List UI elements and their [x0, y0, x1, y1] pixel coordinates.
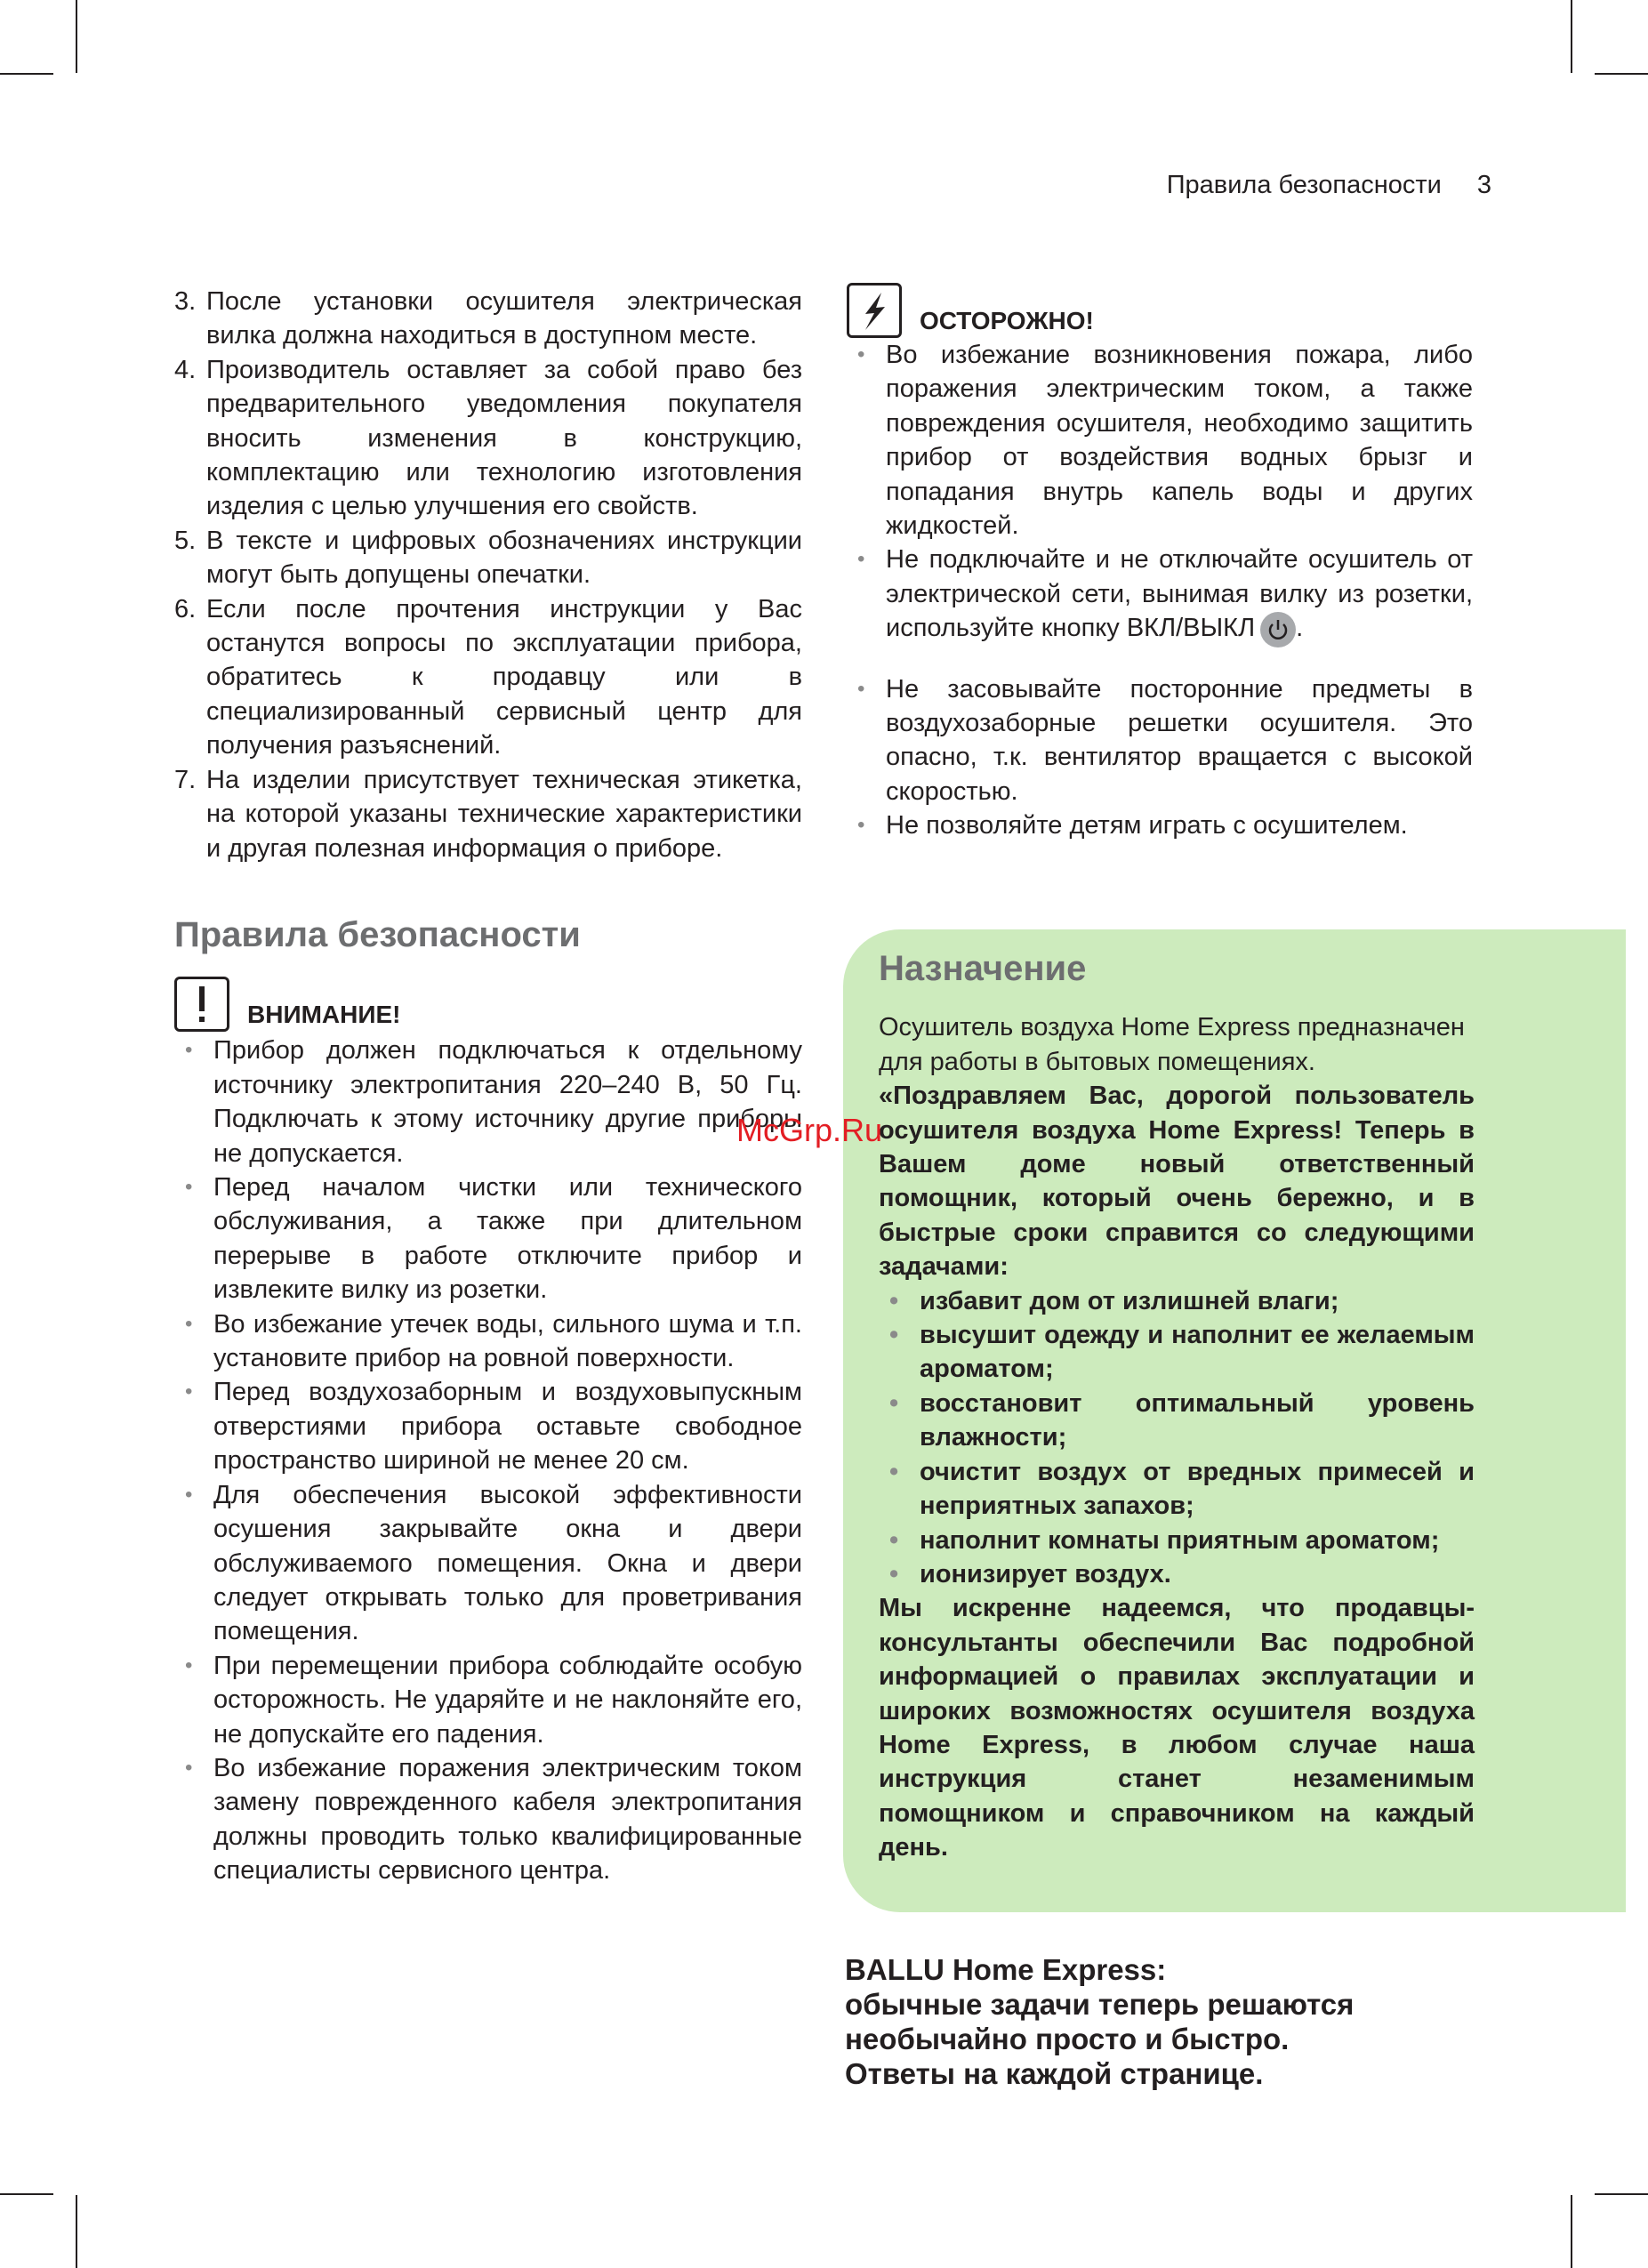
list-item: • Не подключайте и не отключайте осушитель от электрической сети, вынимая вилку из розетки, используйте кнопку ВКЛ/ВЫКЛ . — [847, 543, 1473, 647]
page-number: 3 — [1476, 171, 1491, 199]
purpose-congrats: «Поздравляем Вас, дорогой пользователь осушителя воздуха Home Express! Теперь в Вашем доме новый ответственный помощник, который очень бережно, и в быстрые сроки справится со следующими задачами: — [879, 1082, 1475, 1282]
caution-heading — [847, 283, 1473, 338]
slogan-line: Ответы на каждой странице. — [845, 2057, 1264, 2090]
list-item: • избавит дом от излишней влаги; — [879, 1284, 1475, 1318]
list-item: • Не засовывайте посторонние предметы в воздухозаборные решетки осушителя. Это опасно, т.к. вентилятор вращается с высокой скоростью. — [847, 672, 1473, 809]
attention-label: ВНИМАНИЕ! — [247, 1001, 401, 1028]
caution-label: ОСТОРОЖНО! — [920, 306, 1094, 334]
section-title: Правила безопасности — [174, 915, 581, 954]
watermark: McGrp.Ru — [736, 1112, 883, 1148]
crop-mark — [1571, 0, 1572, 73]
safety-list — [174, 1033, 802, 1887]
purpose-section — [879, 949, 1475, 1865]
crop-mark — [0, 73, 53, 75]
exclamation-icon — [174, 977, 229, 1032]
list-item: 7. На изделии присутствует техническая этикетка, на которой указаны технические характеристики и другая полезная информация о приборе. — [174, 765, 802, 863]
list-item: • Во избежание утечек воды, сильного шума и т.п. установите прибор на ровной поверхности. — [174, 1307, 802, 1376]
crop-mark — [76, 2195, 77, 2268]
list-item: 4. Производитель оставляет за собой право без предварительного уведомления покупателя вносить изменения в конструкцию, комплектацию или технологию изготовления изделия с целью улучшения его свойств. — [174, 355, 802, 521]
section-title: Назначение — [879, 949, 1087, 988]
crop-mark — [0, 2193, 53, 2195]
list-item: • высушит одежду и наполнит ее желаемым ароматом; — [879, 1318, 1475, 1387]
slogan-line: необычайно просто и быстро. — [845, 2023, 1290, 2055]
slogan-line: обычные задачи теперь решаются — [845, 1988, 1355, 2021]
list-item: 5. В тексте и цифровых обозначениях инструкции могут быть допущены опечатки. — [174, 526, 802, 590]
power-icon — [1260, 612, 1296, 647]
running-header — [1167, 171, 1491, 200]
list-item: • Прибор должен подключаться к отдельному источнику электропитания 220–240 В, 50 Гц. Подключать к этому источнику другие приборы не допускается. — [174, 1033, 802, 1170]
crop-mark — [1595, 73, 1648, 75]
list-item: • При перемещении прибора соблюдайте особую осторожность. Не ударяйте и не наклоняйте его, не допускайте его падения. — [174, 1649, 802, 1751]
crop-mark — [76, 0, 77, 73]
task-list — [879, 1284, 1475, 1592]
general-instructions — [174, 285, 802, 865]
list-item: 3. После установки осушителя электрическая вилка должна находиться в доступном месте. — [174, 287, 802, 350]
list-item: • Во избежание возникновения пожара, либо поражения электрическим током, а также повреждения осушителя, необходимо защитить прибор от воздействия водных брызг и попадания внутрь капель воды и других жидкостей. — [847, 338, 1473, 543]
list-item: • Перед началом чистки или технического обслуживания, а также при длительном перерыве в работе отключите прибор и извлеките вилку из розетки. — [174, 1170, 802, 1307]
list-item: • наполнит комнаты приятным ароматом; — [879, 1524, 1475, 1557]
list-item: • восстановит оптимальный уровень влажности; — [879, 1387, 1475, 1455]
purpose-intro: Осушитель воздуха Home Express предназначен для работы в бытовых помещениях. — [879, 1013, 1465, 1076]
list-item: • Не позволяйте детям играть с осушителем. — [847, 808, 1473, 842]
slogan — [845, 1952, 1354, 2091]
list-item: • Перед воздухозаборным и воздуховыпускным отверстиями прибора оставьте свободное пространство шириной не менее 20 см. — [174, 1375, 802, 1477]
list-item: • ионизирует воздух. — [879, 1557, 1475, 1591]
header-title: Правила безопасности — [1166, 171, 1442, 199]
lightning-icon — [847, 283, 902, 338]
safety-section — [174, 915, 802, 1888]
crop-mark — [1571, 2195, 1572, 2268]
list-item: 6. Если после прочтения инструкции у Вас останутся вопросы по эксплуатации прибора, обратитесь к продавцу или в специализированный сервисный центр для получения разъяснений. — [174, 594, 802, 760]
crop-mark — [1595, 2193, 1648, 2195]
caution-section — [847, 283, 1473, 843]
attention-heading — [174, 977, 802, 1032]
list-item: • Для обеспечения высокой эффективности осушения закрывайте окна и двери обслуживаемого помещения. Окна и двери следует открывать только для проветривания помещения. — [174, 1478, 802, 1649]
list-item: • очистит воздух от вредных примесей и неприятных запахов; — [879, 1455, 1475, 1524]
purpose-closing: Мы искренне надеемся, что продавцы-консультанты обеспечили Вас подробной информацией о правилах эксплуатации и широких возможностях осушителя воздуха Home Express, в любом случае наша инструкция станет незаменимым помощником и справочником на каждый день. — [879, 1594, 1475, 1862]
numbered-list — [174, 285, 802, 865]
caution-list — [847, 338, 1473, 843]
slogan-line: BALLU Home Express: — [845, 1953, 1167, 1986]
list-item: • Во избежание поражения электрическим током замену поврежденного кабеля электропитания должны проводить только квалифицированные специалисты сервисного центра. — [174, 1751, 802, 1888]
